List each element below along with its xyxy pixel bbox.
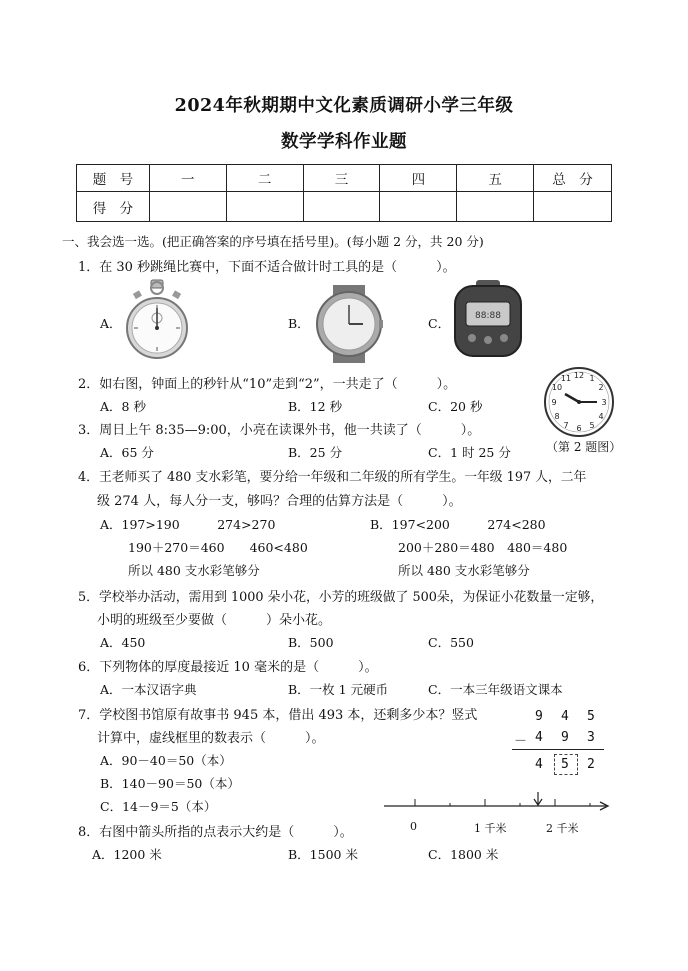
q4-text-line1: 4．王老师买了 480 支水彩笔，要分给一年级和二年级的所有学生。一年级 197 人，二年 — [78, 470, 587, 485]
clock-icon — [543, 366, 615, 438]
calc-divider — [512, 749, 604, 750]
q5-option-b: B．500 — [288, 635, 334, 650]
section-heading: 一、我会选一选。(把正确答案的序号填在括号里)。(每小题 2 分，共 20 分) — [62, 234, 484, 249]
q5-option-a: A．450 — [100, 635, 146, 650]
score-table — [76, 164, 612, 222]
q7-text-line2: 计算中，虚线框里的数表示（ ）。 — [97, 731, 325, 746]
calc-digit: 5 — [587, 709, 595, 724]
svg-text:2: 2 — [598, 383, 604, 392]
q6-option-b: B．一枚 1 元硬币 — [288, 682, 389, 697]
calc-result-digit: 4 — [535, 757, 543, 772]
svg-text:6: 6 — [576, 424, 582, 433]
number-line-label-0: 0 — [410, 820, 417, 833]
q3-option-c: C．1 时 25 分 — [428, 445, 511, 460]
q5-text-line2: 小明的班级至少要做（ ）朵小花。 — [97, 613, 332, 628]
q5-option-c: C．550 — [428, 635, 474, 650]
q7-option-a: A．90－40＝50（本） — [100, 753, 232, 768]
q5-text-line1: 5．学校举办活动，需用到 1000 朵小花，小芳的班级做了 500朵，为保证小花数量一定够， — [78, 590, 604, 605]
score-cell[interactable] — [534, 192, 612, 222]
exam-subtitle: 数学学科作业题 — [281, 132, 407, 152]
calc-digit: 4 — [561, 709, 569, 724]
stopwatch-icon — [126, 278, 188, 364]
calc-result-digit: 5 — [561, 757, 569, 772]
q8-option-b: B．1500 米 — [288, 847, 358, 862]
vertical-calculation — [512, 706, 608, 776]
q7-option-c: C．14－9＝5（本） — [100, 799, 217, 814]
q4-option-a-line1: A．197>190 274>270 — [100, 517, 276, 532]
score-cell[interactable] — [226, 192, 303, 222]
q7-option-b: B．140－90＝50（本） — [100, 776, 240, 791]
score-cell[interactable] — [149, 192, 226, 222]
calc-result-digit: 2 — [587, 757, 595, 772]
q3-option-b: B．25 分 — [288, 445, 343, 460]
svg-text:88:88: 88:88 — [475, 311, 501, 321]
digital-timer-icon — [452, 280, 524, 360]
q2-option-a: A．8 秒 — [100, 399, 146, 414]
row-label-score: 得 分 — [77, 192, 150, 222]
svg-text:12: 12 — [573, 371, 585, 380]
number-line-label-2km: 2 千米 — [546, 822, 579, 835]
calc-minus: － — [514, 734, 528, 749]
col-header-3: 三 — [303, 165, 380, 192]
q2-option-c: C．20 秒 — [428, 399, 483, 414]
calc-digit: 4 — [535, 730, 543, 745]
q6-option-c: C．一本三年级语文课本 — [428, 682, 563, 697]
q1-text: 1．在 30 秒跳绳比赛中，下面不适合做计时工具的是（ ）。 — [78, 260, 456, 275]
svg-text:8: 8 — [554, 412, 560, 421]
exam-title: 2024年秋期期中文化素质调研小学三年级 — [174, 96, 514, 116]
q6-option-a: A．一本汉语字典 — [100, 682, 197, 697]
col-header-1: 一 — [149, 165, 226, 192]
q7-text-line1: 7．学校图书馆原有故事书 945 本，借出 493 本，还剩多少本？竖式 — [78, 708, 478, 723]
row-label-number: 题 号 — [77, 165, 150, 192]
q8-option-c: C．1800 米 — [428, 847, 499, 862]
svg-text:5: 5 — [589, 421, 595, 430]
q6-text: 6．下列物体的厚度最接近 10 毫米的是（ ）。 — [78, 660, 378, 675]
calc-digit: 9 — [535, 709, 543, 724]
calc-digit: 3 — [587, 730, 595, 745]
col-header-total: 总 分 — [534, 165, 612, 192]
q4-text-line2: 级 274 人，每人分一支，够吗？合理的估算方法是（ ）。 — [97, 494, 462, 509]
score-cell[interactable] — [457, 192, 534, 222]
svg-text:11: 11 — [560, 374, 572, 383]
calc-digit: 9 — [561, 730, 569, 745]
q4-option-b-line1: B．197<200 274<280 — [370, 517, 546, 532]
q2-text: 2．如右图，钟面上的秒针从“10”走到“2”，一共走了（ ）。 — [78, 377, 457, 392]
svg-text:4: 4 — [598, 412, 604, 421]
col-header-2: 二 — [226, 165, 303, 192]
q3-option-a: A．65 分 — [100, 445, 154, 460]
number-line-label-1km: 1 千米 — [474, 822, 507, 835]
q3-text: 3．周日上午 8:35—9:00，小亮在读课外书，他一共读了（ ）。 — [78, 423, 481, 438]
svg-text:7: 7 — [563, 421, 569, 430]
svg-text:3: 3 — [601, 398, 607, 407]
q4-option-b-line3: 所以 480 支水彩笔够分 — [398, 563, 530, 578]
q8-option-a: A．1200 米 — [92, 847, 162, 862]
q4-option-a-line2: 190＋270＝460 460<480 — [128, 540, 308, 555]
score-cell[interactable] — [303, 192, 380, 222]
svg-text:10: 10 — [551, 383, 563, 392]
svg-text:9: 9 — [551, 398, 557, 407]
q8-text: 8．右图中箭头所指的点表示大约是（ ）。 — [78, 825, 353, 840]
q1-option-b: B． — [288, 316, 310, 331]
col-header-4: 四 — [380, 165, 457, 192]
q4-option-b-line2: 200＋280＝480 480＝480 — [398, 540, 568, 555]
q4-option-a-line3: 所以 480 支水彩笔够分 — [128, 563, 260, 578]
wristwatch-icon — [315, 285, 383, 363]
col-header-5: 五 — [457, 165, 534, 192]
svg-text:1: 1 — [589, 374, 595, 383]
q2-option-b: B．12 秒 — [288, 399, 343, 414]
q1-option-c: C． — [428, 316, 451, 331]
q2-figure-caption: （第 2 题图） — [546, 440, 622, 454]
q1-option-a: A． — [100, 316, 122, 331]
number-line — [380, 792, 616, 816]
score-cell[interactable] — [380, 192, 457, 222]
